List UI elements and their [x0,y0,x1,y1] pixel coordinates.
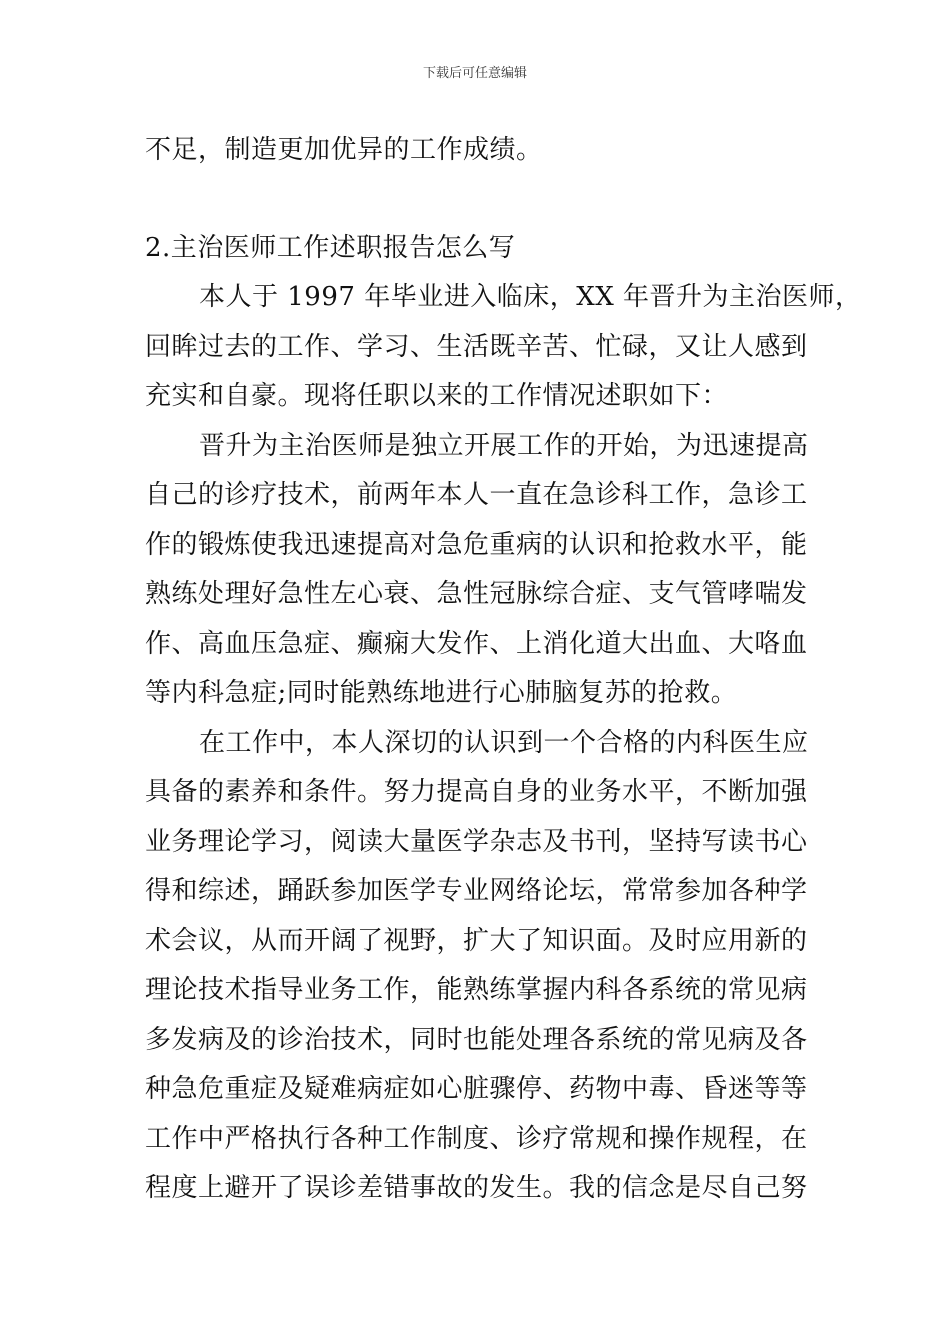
paragraph-3-line-5: 术会议，从而开阔了视野，扩大了知识面。及时应用新的 [145,926,808,956]
paragraph-3-line-4: 得和综述，踊跃参加医学专业网络论坛，常常参加各种学 [145,876,808,906]
paragraph-3-line-2: 具备的素养和条件。努力提高自身的业务水平，不断加强 [145,777,808,807]
paragraph-2-line-2: 自己的诊疗技术，前两年本人一直在急诊科工作，急诊工 [145,480,808,510]
previous-paragraph-line: 不足，制造更加优异的工作成绩。 [145,135,543,165]
page-header: 下载后可任意编辑 [422,66,527,81]
paragraph-3-line-7: 多发病及的诊治技术，同时也能处理各系统的常见病及各 [145,1025,808,1055]
paragraph-2-line-3: 作的锻炼使我迅速提高对急危重病的认识和抢救水平，能 [145,530,808,560]
paragraph-2-line-6: 等内科急症;同时能熟练地进行心肺脑复苏的抢救。 [145,678,738,708]
paragraph-3-line-6: 理论技术指导业务工作，能熟练掌握内科各系统的常见病 [145,975,808,1005]
paragraph-3-line-1: 在工作中，本人深切的认识到一个合格的内科医生应 [199,728,809,758]
paragraph-3-line-10: 程度上避开了误诊差错事故的发生。我的信念是尽自己努 [145,1173,808,1203]
section-heading: 2.主治医师工作述职报告怎么写 [145,233,516,263]
paragraph-3-line-9: 工作中严格执行各种工作制度、诊疗常规和操作规程，在 [145,1124,808,1154]
paragraph-1-line-3: 充实和自豪。现将任职以来的工作情况述职如下： [145,381,729,411]
paragraph-1-line-1: 本人于 1997 年毕业进入临床，XX 年晋升为主治医师， [199,282,862,312]
paragraph-2-line-4: 熟练处理好急性左心衰、急性冠脉综合症、支气管哮喘发 [145,579,808,609]
paragraph-2-line-5: 作、高血压急症、癫痫大发作、上消化道大出血、大咯血 [145,629,808,659]
paragraph-3-line-3: 业务理论学习，阅读大量医学杂志及书刊，坚持写读书心 [145,827,808,857]
paragraph-1-line-2: 回眸过去的工作、学习、生活既辛苦、忙碌，又让人感到 [145,332,808,362]
paragraph-2-line-1: 晋升为主治医师是独立开展工作的开始，为迅速提高 [199,431,809,461]
paragraph-3-line-8: 种急危重症及疑难病症如心脏骤停、药物中毒、昏迷等等 [145,1074,808,1104]
